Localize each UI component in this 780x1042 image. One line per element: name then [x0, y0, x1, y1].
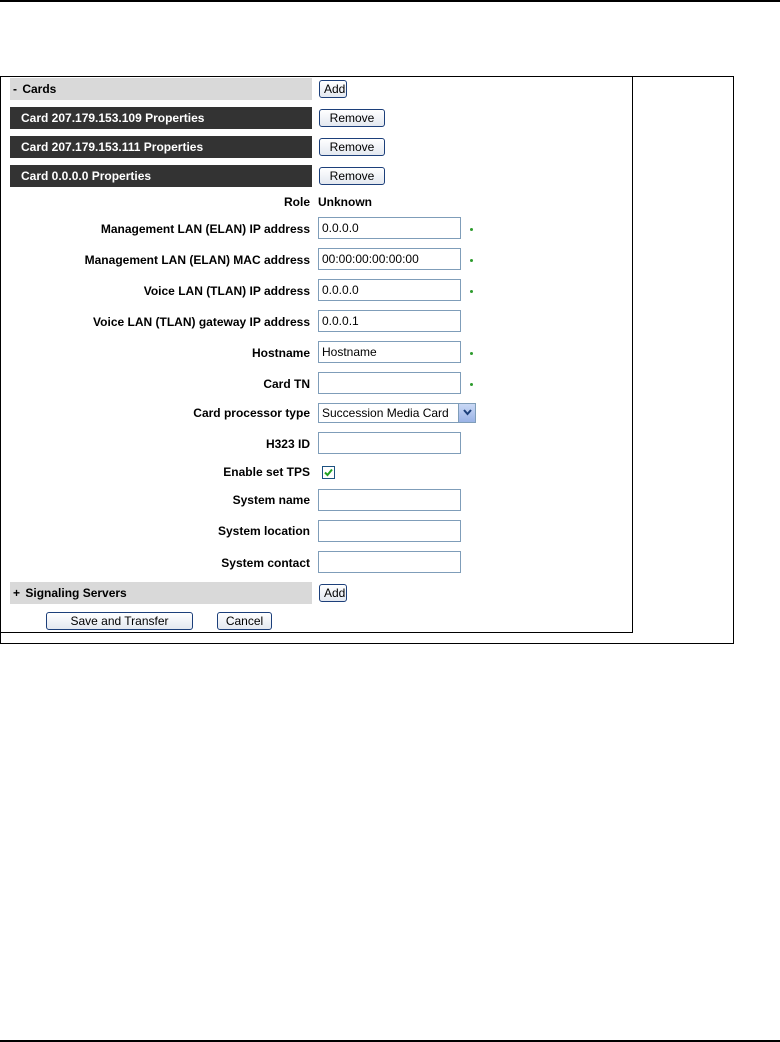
card-processor-type-select[interactable]	[318, 403, 476, 423]
cards-section-header[interactable]	[10, 78, 312, 100]
elan-ip-input[interactable]: 0.0.0.0	[318, 217, 461, 239]
form-frame	[0, 76, 633, 633]
tlan-gateway-label: Voice LAN (TLAN) gateway IP address	[93, 315, 310, 329]
required-marker-icon	[470, 352, 473, 355]
collapse-toggle-icon[interactable]: -	[13, 82, 17, 96]
remove-card-3-button[interactable]: Remove	[319, 167, 385, 185]
card-section-3-label: Card 0.0.0.0 Properties	[21, 169, 152, 183]
elan-mac-label: Management LAN (ELAN) MAC address	[84, 253, 310, 267]
signaling-servers-section-header[interactable]	[10, 582, 312, 604]
add-card-button[interactable]: Add	[319, 80, 347, 98]
enable-set-tps-label: Enable set TPS	[223, 465, 310, 479]
cancel-button[interactable]: Cancel	[217, 612, 272, 630]
card-section-2-label: Card 207.179.153.111 Properties	[21, 140, 204, 154]
elan-mac-input[interactable]: 00:00:00:00:00:00	[318, 248, 461, 270]
h323-id-label: H323 ID	[265, 437, 310, 451]
card-tn-input[interactable]	[318, 372, 461, 394]
role-label: Role	[283, 195, 310, 209]
required-marker-icon	[470, 259, 473, 262]
card-section-1-label: Card 207.179.153.109 Properties	[21, 111, 205, 125]
card-tn-label: Card TN	[263, 377, 310, 391]
tlan-ip-label: Voice LAN (TLAN) IP address	[143, 284, 310, 298]
tlan-gateway-input[interactable]: 0.0.0.1	[318, 310, 461, 332]
elan-ip-label: Management LAN (ELAN) IP address	[100, 222, 310, 236]
hostname-label: Hostname	[251, 346, 310, 360]
hostname-input[interactable]: Hostname	[318, 341, 461, 363]
tlan-ip-input[interactable]: 0.0.0.0	[318, 279, 461, 301]
enable-set-tps-checkbox[interactable]	[322, 466, 335, 479]
required-marker-icon	[470, 228, 473, 231]
expand-toggle-icon[interactable]: +	[13, 586, 21, 600]
page-top-rule	[0, 0, 780, 2]
system-location-label: System location	[217, 524, 310, 538]
system-contact-input[interactable]	[318, 551, 461, 573]
card-section-1[interactable]	[10, 107, 312, 129]
system-contact-label: System contact	[221, 556, 310, 570]
card-section-2[interactable]	[10, 136, 312, 158]
system-location-input[interactable]	[318, 520, 461, 542]
h323-id-input[interactable]	[318, 432, 461, 454]
card-processor-type-value: Succession Media Card	[322, 406, 449, 420]
system-name-label: System name	[232, 493, 310, 507]
save-and-transfer-button[interactable]: Save and Transfer	[46, 612, 193, 630]
role-value: Unknown	[318, 195, 372, 209]
add-signaling-server-button[interactable]: Add	[319, 584, 347, 602]
required-marker-icon	[470, 290, 473, 293]
checkmark-icon	[323, 467, 334, 478]
remove-card-1-button[interactable]: Remove	[319, 109, 385, 127]
cards-section-label: Cards	[22, 82, 57, 96]
signaling-servers-label: Signaling Servers	[25, 586, 127, 600]
chevron-down-icon[interactable]	[458, 404, 475, 422]
card-processor-type-label: Card processor type	[193, 406, 310, 420]
required-marker-icon	[470, 383, 473, 386]
remove-card-2-button[interactable]: Remove	[319, 138, 385, 156]
system-name-input[interactable]	[318, 489, 461, 511]
card-section-3[interactable]	[10, 165, 312, 187]
